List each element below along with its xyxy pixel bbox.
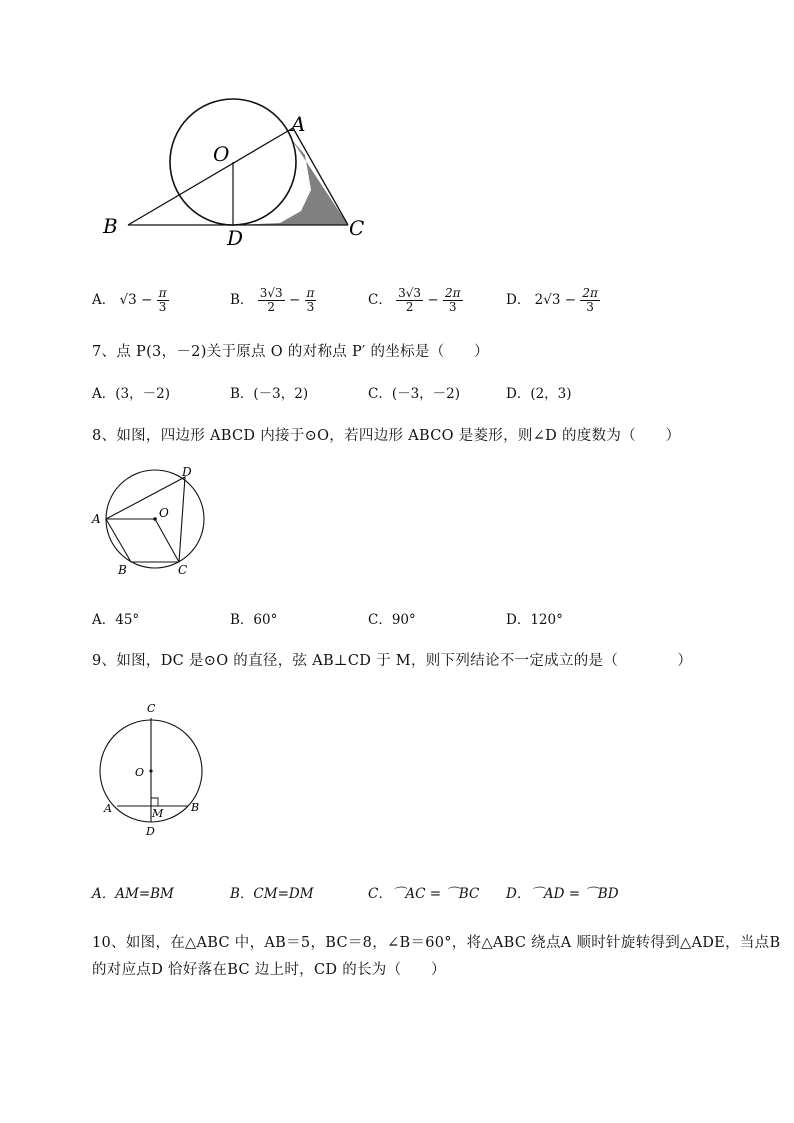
q7-option-b: B．(－3，2) <box>230 386 309 402</box>
fraction: $\frac{\pi}{3}$ <box>306 286 315 314</box>
q7-stem: 7、点 P(3，－2)关于原点 O 的对称点 P′ 的坐标是（ ） <box>92 344 489 360</box>
label-c: C <box>147 702 156 715</box>
label-b: B <box>191 801 200 814</box>
fraction: $\frac{2\pi}{3}$ <box>444 286 461 314</box>
fraction: $\frac{2\pi}{3}$ <box>582 286 598 314</box>
q8-stem: 8、如图，四边形 ABCD 内接于⊙O，若四边形 ABCO 是菱形，则∠D 的度数为（ ） <box>92 428 681 444</box>
q9-options <box>92 882 644 902</box>
label-d: D <box>227 226 244 250</box>
q9-option-a: A．AM=BM <box>92 886 174 902</box>
q9-option-d: D．⌒AD = ⌒BD <box>506 886 619 902</box>
q7-option-d: D．(2，3) <box>506 386 572 402</box>
q8-option-c: C．90° <box>368 612 416 628</box>
fraction: $\frac{3√3}{2}$ <box>259 286 283 314</box>
option-prefix: C． <box>368 292 392 308</box>
quad-abco <box>106 519 179 562</box>
right-angle-mark <box>151 798 158 806</box>
option-term: 2√3 <box>534 292 561 308</box>
q6-option-a <box>92 287 230 314</box>
label-o: O <box>213 142 230 166</box>
label-d: D <box>146 825 155 838</box>
fraction: $\frac{\pi}{3}$ <box>158 286 167 314</box>
q9-option-c: C．⌒AC = ⌒BC <box>368 886 480 902</box>
label-m: M <box>152 807 164 820</box>
q10-line2: 的对应点D 恰好落在BC 边上时，CD 的长为（ ） <box>92 962 446 978</box>
option-prefix: D． <box>506 292 531 308</box>
option-prefix: A． <box>92 292 116 308</box>
q9-figure <box>95 698 215 843</box>
label-a: A <box>291 112 306 136</box>
q6-option-b <box>230 287 368 314</box>
label-c: C <box>178 563 188 577</box>
label-a: A <box>92 512 101 526</box>
label-o: O <box>135 766 145 779</box>
minus-sign: − <box>141 292 153 308</box>
q10-line1: 10、如图，在△ABC 中，AB＝5，BC＝8，∠B＝60°，将△ABC 绕点A 顺时针旋转得到△ADE，当点B <box>92 935 781 951</box>
q6-option-c <box>368 287 506 314</box>
label-c: C <box>349 216 365 240</box>
q7-option-a: A．(3，－2) <box>92 386 170 402</box>
minus-sign: − <box>564 292 577 308</box>
label-b: B <box>118 563 127 577</box>
q8-option-d: D．120° <box>506 612 563 628</box>
q8-option-a: A．45° <box>92 612 140 628</box>
label-d: D <box>182 466 192 479</box>
q8-figure <box>88 466 218 581</box>
center-dot <box>149 769 152 772</box>
q8-option-b: B．60° <box>230 612 278 628</box>
q7-options <box>92 382 644 402</box>
minus-sign: − <box>288 292 301 308</box>
label-a: A <box>104 802 112 815</box>
fraction: $\frac{3√3}{2}$ <box>398 286 422 314</box>
option-prefix: B． <box>230 292 254 308</box>
q7-option-c: C．(－3，－2) <box>368 386 461 402</box>
q9-option-b: B．CM=DM <box>230 886 314 902</box>
minus-sign: − <box>427 292 439 308</box>
center-dot <box>153 517 157 521</box>
option-term: √3 <box>119 292 137 308</box>
label-b: B <box>103 214 118 238</box>
q6-options <box>92 287 644 314</box>
label-o: O <box>159 506 169 520</box>
q6-figure <box>95 95 385 250</box>
q8-options <box>92 608 644 628</box>
q9-stem: 9、如图，DC 是⊙O 的直径，弦 AB⊥CD 于 M，则下列结论不一定成立的是（ ） <box>92 653 693 669</box>
line-ba <box>128 128 293 225</box>
q6-option-d <box>506 287 644 314</box>
